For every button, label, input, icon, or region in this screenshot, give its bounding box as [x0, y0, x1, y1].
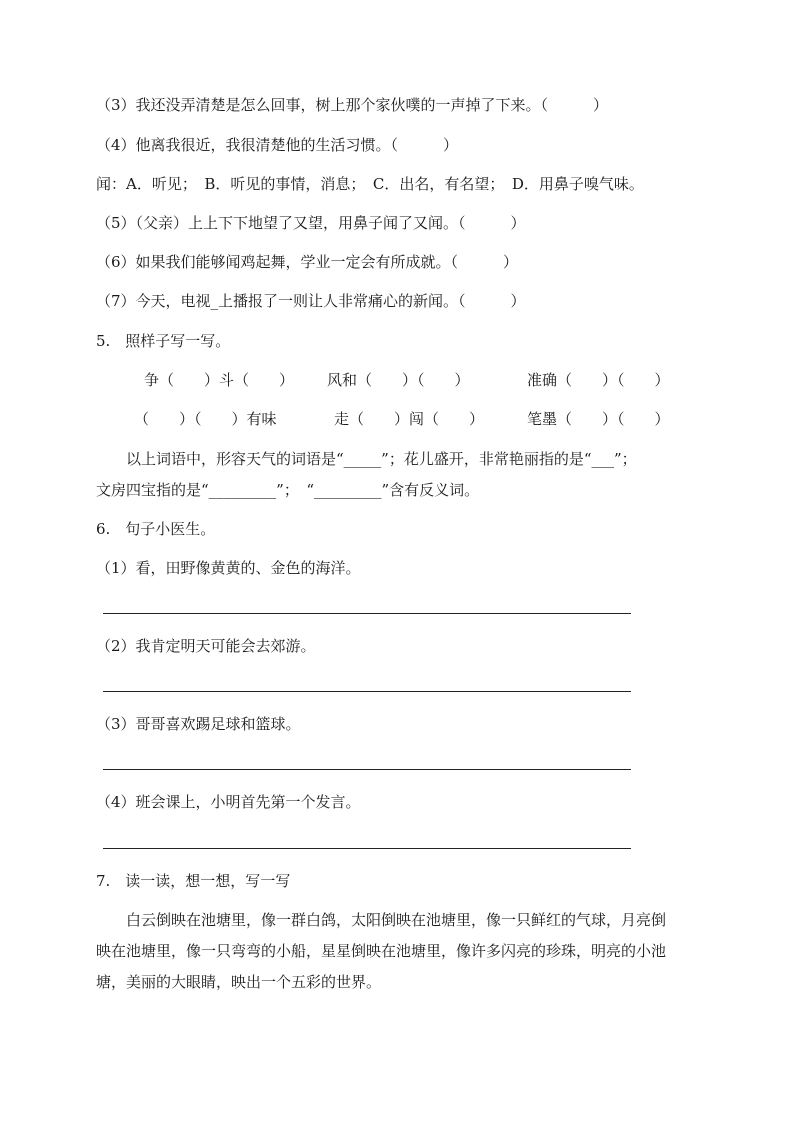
question-6-item-2: （2）我肯定明天可能会去郊游。	[96, 637, 316, 655]
question-4-item-6: （6）如果我们能够闻鸡起舞，学业一定会有所成就。（ ）	[96, 253, 519, 271]
question-5-paragraph-line-1: 以上词语中，形容天气的词语是“_____”；花儿盛开，非常艳丽指的是“___”；	[126, 450, 637, 468]
answer-line-3[interactable]	[103, 769, 631, 770]
word-blank-row2-col1[interactable]: （ ）（ ）有味	[134, 410, 277, 428]
question-7-heading: 7. 读一读，想一想，写一写	[96, 872, 291, 890]
answer-line-2[interactable]	[103, 691, 631, 692]
passage-line-1: 白云倒映在池塘里，像一群白鸽，太阳倒映在池塘里，像一只鲜红的气球，月亮倒	[126, 911, 667, 929]
word-blank-row2-col2[interactable]: 走（ ）闯（ ）	[334, 410, 485, 428]
question-6-item-4: （4）班会课上，小明首先第一个发言。	[96, 793, 361, 811]
passage-line-3: 塘，美丽的大眼睛，映出一个五彩的世界。	[96, 973, 382, 991]
question-6-heading: 6. 句子小医生。	[96, 520, 216, 538]
question-5-heading: 5. 照样子写一写。	[96, 332, 231, 350]
question-5-paragraph-line-2: 文房四宝指的是“_________”； “_________”含有反义词。	[96, 481, 480, 499]
word-blank-row1-col2[interactable]: 风和（ ）（ ）	[327, 371, 470, 389]
answer-line-4[interactable]	[103, 848, 631, 849]
wen-definitions: 闻：A．听见； B．听见的事情，消息； C．出名，有名望； D．用鼻子嗅气味。	[96, 175, 644, 193]
question-4-item-5: （5）（父亲）上上下下地望了又望，用鼻子闻了又闻。（ ）	[96, 214, 526, 232]
question-4-item-3: （3）我还没弄清楚是怎么回事，树上那个家伙噗的一声掉了下来。（ ）	[96, 96, 609, 114]
word-blank-row1-col1[interactable]: 争（ ）斗（ ）	[144, 371, 295, 389]
passage-line-2: 映在池塘里，像一只弯弯的小船，星星倒映在池塘里，像许多闪亮的珍珠，明亮的小池	[96, 942, 667, 960]
word-blank-row2-col3[interactable]: 笔墨（ ）（ ）	[527, 410, 670, 428]
question-4-item-7: （7）今天，电视_上播报了一则让人非常痛心的新闻。（ ）	[96, 292, 526, 310]
answer-line-1[interactable]	[103, 613, 631, 614]
word-blank-row1-col3[interactable]: 准确（ ）（ ）	[527, 371, 670, 389]
question-6-item-3: （3）哥哥喜欢踢足球和篮球。	[96, 715, 301, 733]
question-6-item-1: （1）看，田野像黄黄的、金色的海洋。	[96, 559, 361, 577]
question-4-item-4: （4）他离我很近，我很清楚他的生活习惯。（ ）	[96, 136, 459, 154]
